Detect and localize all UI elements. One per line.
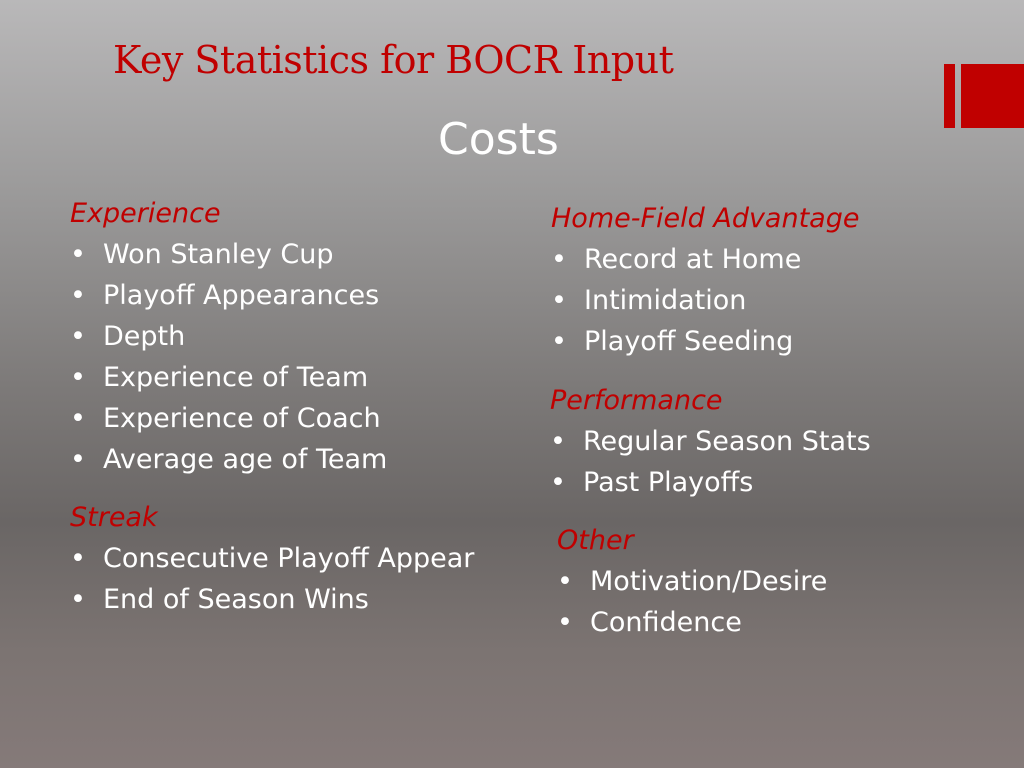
group-other xyxy=(557,520,827,643)
group-heading: Performance xyxy=(550,385,723,416)
list-item: • Won Stanley Cup xyxy=(70,234,387,275)
list-item: • Consecutive Playoff Appear xyxy=(70,538,474,579)
bullet-list xyxy=(551,239,859,362)
list-item: • Experience of Coach xyxy=(70,398,387,439)
accent-bar-thin xyxy=(944,64,955,128)
list-item: • Average age of Team xyxy=(70,439,387,480)
bullet-list xyxy=(550,421,871,503)
accent-bar-wide xyxy=(961,64,1024,128)
bullet-list xyxy=(557,561,827,643)
list-item: • Playoff Appearances xyxy=(70,275,387,316)
slide-subtitle: Costs xyxy=(438,114,559,165)
bullet-list xyxy=(70,234,387,480)
group-heading: Home-Field Advantage xyxy=(551,203,860,234)
slide-title: Key Statistics for BOCR Input xyxy=(113,38,674,82)
list-item: • Depth xyxy=(70,316,387,357)
list-item: • End of Season Wins xyxy=(70,579,474,620)
list-item: • Motivation/Desire xyxy=(557,561,827,602)
group-experience xyxy=(70,193,387,480)
list-item: • Past Playoffs xyxy=(550,462,871,503)
list-item: • Experience of Team xyxy=(70,357,387,398)
list-item: • Confidence xyxy=(557,602,827,643)
list-item: • Regular Season Stats xyxy=(550,421,871,462)
list-item: • Playoff Seeding xyxy=(551,321,859,362)
group-streak xyxy=(70,497,474,620)
group-home-field-advantage xyxy=(551,198,859,362)
list-item: • Intimidation xyxy=(551,280,859,321)
bullet-list xyxy=(70,538,474,620)
group-heading: Experience xyxy=(70,198,221,229)
group-heading: Streak xyxy=(70,502,158,533)
group-heading: Other xyxy=(557,525,634,556)
list-item: • Record at Home xyxy=(551,239,859,280)
group-performance xyxy=(550,380,871,503)
